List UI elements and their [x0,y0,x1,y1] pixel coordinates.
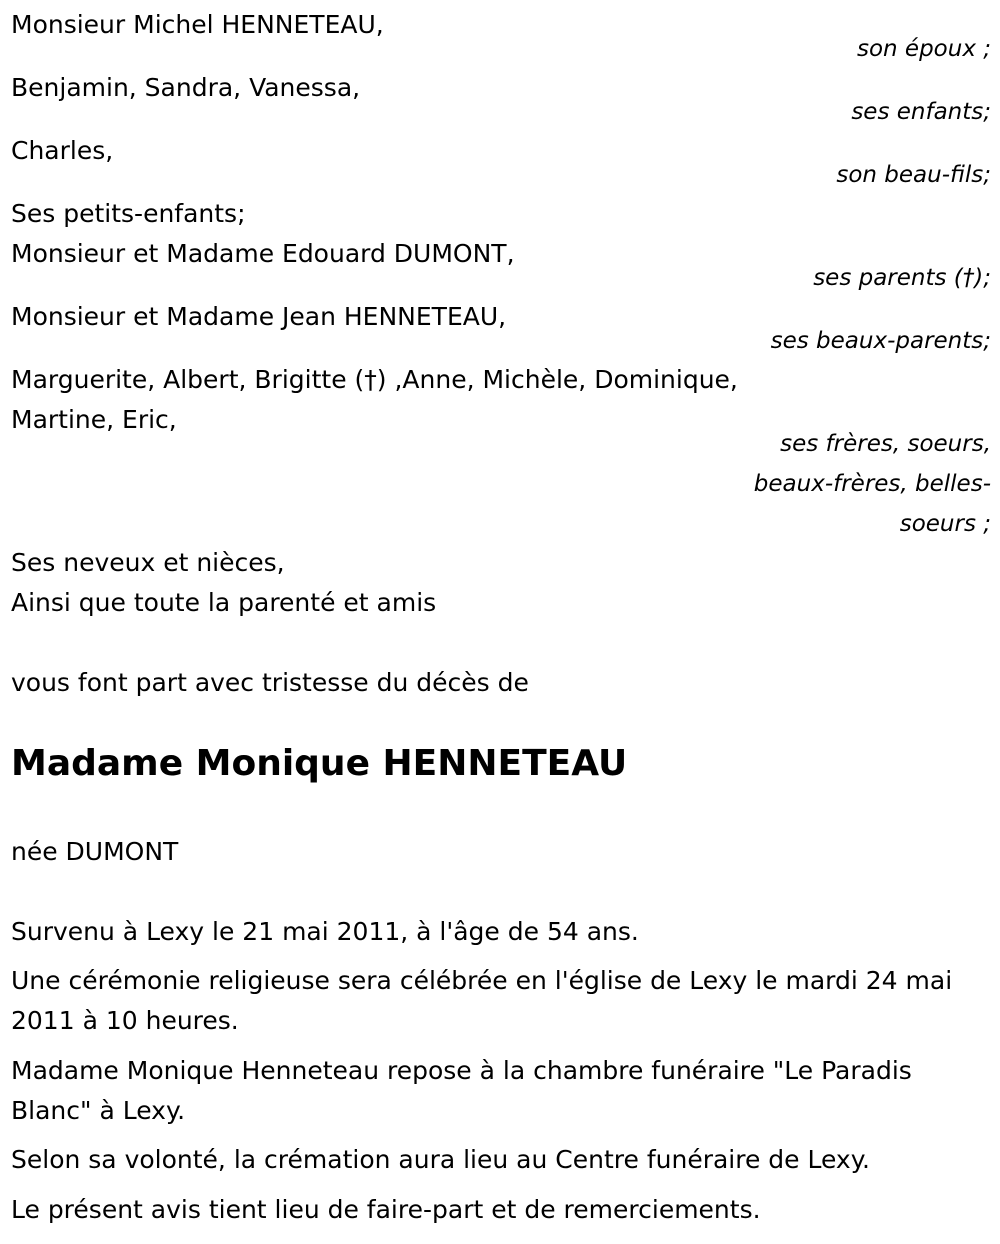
family-names-parents: Monsieur et Madame Edouard DUMONT, [11,239,515,268]
family-relatives-friends: Ainsi que toute la parenté et amis [11,588,437,617]
relation-stepson: son beau-fils; [836,162,991,188]
detail-notice: Le présent avis tient lieu de faire-part et de remerciements. [11,1195,761,1224]
detail-death-date: Survenu à Lexy le 21 mai 2011, à l'âge de 54 ans. [11,917,639,946]
family-nephews-nieces: Ses neveux et nièces, [11,548,285,577]
detail-cremation: Selon sa volonté, la crémation aura lieu au Centre funéraire de Lexy. [11,1145,870,1174]
detail-ceremony: Une cérémonie religieuse sera célébrée en l'église de Lexy le mardi 24 mai 2011 à 10 heures. [11,966,953,1035]
detail-funeral-home: Madame Monique Henneteau repose à la chambre funéraire "Le Paradis Blanc" à Lexy. [11,1056,912,1125]
relation-spouse: son époux ; [856,36,991,62]
relation-children: ses enfants; [851,99,991,125]
relation-parents-in-law: ses beaux-parents; [770,328,991,354]
family-names-spouse: Monsieur Michel HENNETEAU, [11,10,384,39]
family-names-siblings-line1: Marguerite, Albert, Brigitte (†) ,Anne, Michèle, Dominique, [11,365,738,394]
relation-siblings: ses frères, soeurs, beaux-frères, belles-soeurs ; [753,431,991,537]
birth-name: née DUMONT [11,837,179,866]
family-names-parents-in-law: Monsieur et Madame Jean HENNETEAU, [11,302,507,331]
deceased-name: Madame Monique HENNETEAU [11,743,628,784]
family-names-stepson: Charles, [11,136,114,165]
family-names-children: Benjamin, Sandra, Vanessa, [11,73,361,102]
relation-parents: ses parents (†); [813,265,991,291]
family-grandchildren: Ses petits-enfants; [11,199,246,228]
family-names-siblings-line2: Martine, Eric, [11,405,177,434]
announcement-text: vous font part avec tristesse du décès de [11,668,529,697]
